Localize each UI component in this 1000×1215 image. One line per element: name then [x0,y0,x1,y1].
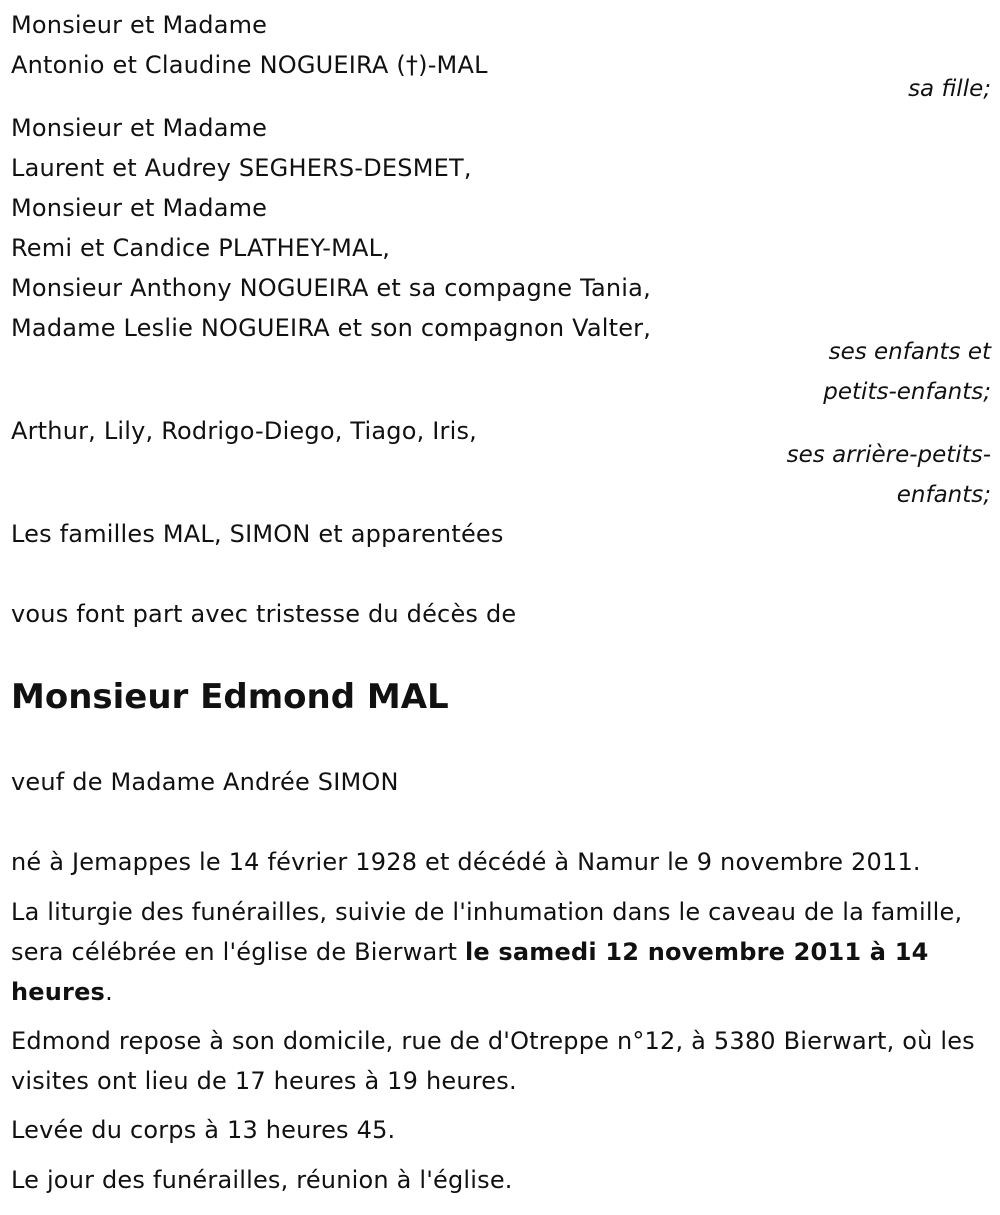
role-great-2: enfants; [896,482,991,508]
role-children-1: ses enfants et [828,339,991,365]
header-line-2: Antonio et Claudine NOGUEIRA (†)-MAL [11,51,488,79]
children-line-2: Laurent et Audrey SEGHERS-DESMET, [11,154,472,182]
birth-death-line: né à Jemappes le 14 février 1928 et décédé à Namur le 9 novembre 2011. [11,848,921,876]
children-line-6: Madame Leslie NOGUEIRA et son compagnon Valter, [11,314,652,342]
liturgy-text: La liturgie des funérailles, suivie de l'inhumation dans le caveau de la famille, sera célébrée en l'église de Bierwart [11,898,963,966]
children-line-4: Remi et Candice PLATHEY-MAL, [11,234,391,262]
header-line-1: Monsieur et Madame [11,11,268,39]
meeting-line: Le jour des funérailles, réunion à l'église. [11,1166,513,1194]
widower-line: veuf de Madame Andrée SIMON [11,768,399,796]
announcement-line: vous font part avec tristesse du décès de [11,600,517,628]
children-line-1: Monsieur et Madame [11,114,268,142]
deceased-name: Monsieur Edmond MAL [11,677,449,717]
liturgy-date: le samedi 12 novembre 2011 à 14 heures [11,938,929,1006]
rest-paragraph: Edmond repose à son domicile, rue de d'Otreppe n°12, à 5380 Bierwart, où les visites ont lieu de 17 heures à 19 heures. [11,1027,975,1095]
role-children-2: petits-enfants; [823,379,991,405]
liturgy-paragraph [11,892,986,1012]
role-great-1: ses arrière-petits- [786,442,991,468]
levee-line: Levée du corps à 13 heures 45. [11,1116,396,1144]
children-line-3: Monsieur et Madame [11,194,268,222]
liturgy-end: . [105,978,113,1006]
families-line: Les familles MAL, SIMON et apparentées [11,520,504,548]
children-line-5: Monsieur Anthony NOGUEIRA et sa compagne Tania, [11,274,651,302]
great-grandchildren: Arthur, Lily, Rodrigo-Diego, Tiago, Iris, [11,417,477,445]
role-daughter: sa fille; [908,76,991,102]
